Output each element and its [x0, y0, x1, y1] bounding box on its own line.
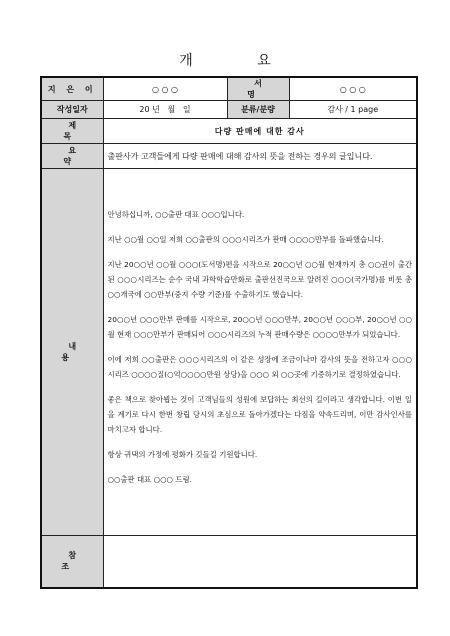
author-label: 지 은 이: [41, 77, 103, 101]
subject-row: [41, 119, 417, 144]
reference-row: [41, 536, 417, 588]
content-body[interactable]: [103, 169, 417, 536]
content-paragraph: 안녕하십니까, ○○출판 대표 ○○○입니다.: [107, 210, 245, 219]
subject-value[interactable]: 다량 판매에 대한 감사: [103, 119, 417, 144]
document-title: 개 요: [179, 53, 301, 69]
summary-value[interactable]: 출판사가 고객들에게 다량 판매에 대해 감사의 뜻을 전하는 경우의 글입니다.: [103, 144, 417, 169]
content-paragraph: 항상 귀댁의 가정에 평화가 깃들길 기원합니다.: [107, 450, 258, 459]
content-paragraph: 이에 저희 ○○출판은 ○○○시리즈의 이 같은 성장에 조금이나마 감사의 뜻을 전하고자 ○○○시리즈 ○○○○질(○억○○○○만원 상당)을 ○○○ 외 ○○곳에 기증하기로 결정하였습니다.: [107, 355, 412, 379]
content-label: 내 용: [41, 169, 103, 536]
date-value[interactable]: 20 년 월 일: [103, 101, 227, 119]
author-value[interactable]: ○ ○ ○: [103, 77, 227, 101]
content-paragraph: ○○출판 대표 ○○○ 드림.: [107, 475, 192, 484]
summary-label: 요 약: [41, 144, 103, 169]
content-paragraph: 좋은 책으로 찾아뵙는 것이 고객님들의 성원에 보답하는 최선의 길이라고 생각합니다. 이번 일을 계기로 다시 한번 창립 당시의 초심으로 돌아가겠다는 다짐을 약속드리며, 이만 감사인사를 마치고자 합니다.: [107, 395, 412, 434]
category-label: 분류/분량: [227, 101, 289, 119]
category-value[interactable]: 감사 / 1 page: [289, 101, 417, 119]
author-row: [41, 77, 417, 101]
content-paragraph: 20○○년 ○○○만부 판매를 시작으로, 20○○년 ○○○만부, 20○○년 ○○○부, 20○○년 ○○월 현재 ○○○만부가 판매되어 ○○○시리즈의 누적 판매수량은 ○○○○만부가 되었습니다.: [107, 315, 412, 339]
date-row: [41, 101, 417, 119]
signature-label: 서 명: [227, 77, 289, 101]
summary-row: [41, 144, 417, 169]
content-paragraph: 지난 ○○월 ○○일 저희 ○○출판의 ○○○시리즈가 판매 ○○○○만부를 돌파했습니다.: [107, 235, 384, 244]
content-paragraph: 지난 20○○년 ○○월 ○○○(도서명)편을 시작으로 20○○년 ○○월 현재까지 총 ○○권이 출간된 ○○○시리즈는 순수 국내 과학학습만화로 출판선진국으로 알려진 ○○○(국가명)를 비롯 총 ○○개국에 ○○만부(중지 수량 기준)를 수출하기도 했습니다.: [107, 260, 412, 299]
content-row: [41, 169, 417, 536]
date-label: 작성일자: [41, 101, 103, 119]
summary-form: [40, 76, 418, 589]
signature-value[interactable]: ○ ○ ○: [289, 77, 417, 101]
reference-value[interactable]: [103, 536, 417, 588]
subject-label: 제 목: [41, 119, 103, 144]
reference-label: 참 조: [41, 536, 103, 588]
